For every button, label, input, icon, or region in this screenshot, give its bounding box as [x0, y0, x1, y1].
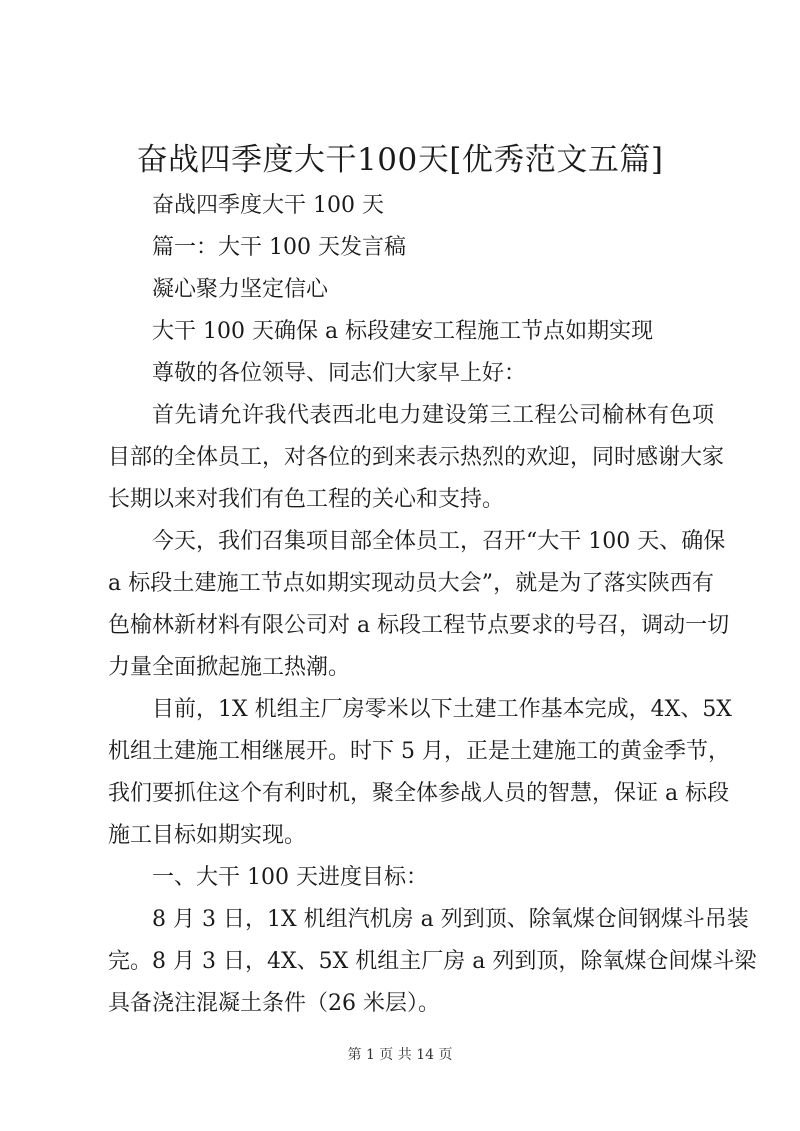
paragraph-line: 尊敬的各位领导、同志们大家早上好：	[152, 361, 527, 386]
paragraph-line: a 标段土建施工节点如期实现动员大会”，就是为了落实陕西有	[108, 571, 714, 596]
paragraph-line: 机组土建施工相继展开。时下 5 月，正是土建施工的黄金季节，	[108, 739, 730, 764]
paragraph-line: 色榆林新材料有限公司对 a 标段工程节点要求的号召，调动一切	[108, 613, 730, 638]
paragraph-line: 今天，我们召集项目部全体员工，召开“大干 100 天、确保	[152, 529, 726, 554]
document-body	[108, 185, 757, 1025]
document-title: 奋战四季度大干100天[优秀范文五篇]	[136, 142, 664, 178]
paragraph-line: 一、大干 100 天进度目标：	[152, 865, 428, 890]
paragraph-line: 大干 100 天确保 a 标段建安工程施工节点如期实现	[152, 319, 654, 344]
paragraph-line: 长期以来对我们有色工程的关心和支持。	[108, 487, 505, 512]
paragraph-line: 首先请允许我代表西北电力建设第三工程公司榆林有色项	[152, 403, 714, 428]
paragraph-line: 力量全面掀起施工热潮。	[108, 655, 351, 680]
paragraph-line: 具备浇注混凝土条件（26 米层）。	[108, 991, 440, 1016]
paragraph-line: 施工目标如期实现。	[108, 823, 307, 848]
paragraph-line: 我们要抓住这个有利时机，聚全体参战人员的智慧，保证 a 标段	[108, 781, 730, 806]
paragraph-line: 目前，1X 机组主厂房零米以下土建工作基本完成，4X、5X	[152, 697, 732, 722]
paragraph-line: 8 月 3 日，1X 机组汽机房 a 列到顶、除氧煤仓间钢煤斗吊装	[152, 907, 749, 932]
paragraph-line: 篇一：大干 100 天发言稿	[152, 235, 406, 260]
paragraph-line: 完。8 月 3 日，4X、5X 机组主厂房 a 列到顶，除氧煤仓间煤斗梁	[108, 949, 757, 974]
paragraph-line: 凝心聚力坚定信心	[152, 277, 329, 302]
paragraph-line: 目部的全体员工，对各位的到来表示热烈的欢迎，同时感谢大家	[108, 445, 725, 470]
page-number-footer: 第 1 页 共 14 页	[347, 1047, 453, 1063]
paragraph-line: 奋战四季度大干 100 天	[152, 193, 384, 218]
